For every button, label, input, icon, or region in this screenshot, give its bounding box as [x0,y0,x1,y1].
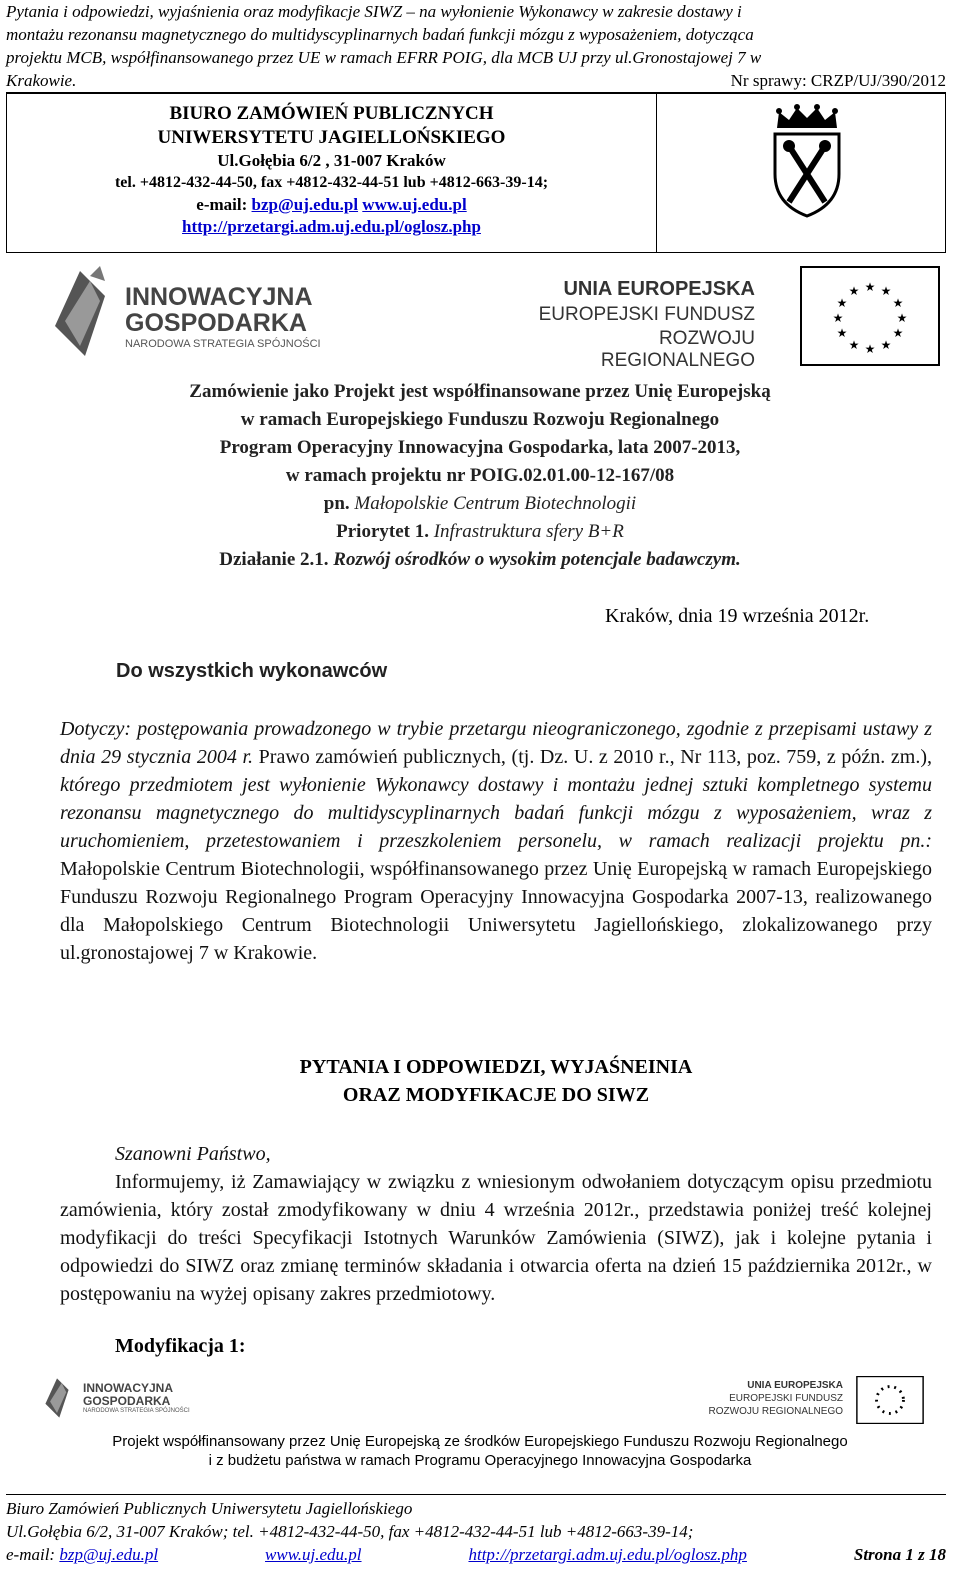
office-tenders-link[interactable]: http://przetargi.adm.uj.edu.pl/oglosz.php [182,217,481,236]
office-email-link[interactable]: bzp@uj.edu.pl [251,195,359,214]
office-details [7,94,657,252]
footer-ig-line-2: GOSPODARKA [83,1394,171,1408]
subject-paragraph [60,715,932,967]
subject-part-3: którego przedmiotem jest wyłonienie Wykonawcy dostawy i montażu jednej sztuki kompletnego systemu rezonansu magnetycznego do multidyscyplinarnych badań funkcji mózgu z wyposażeniem, wraz z uruchomieniem, przetestowaniem i przeszkoleniem personelu, w ramach realizacji projektu pn.: [60,774,932,852]
project-line-6: Priorytet 1. Infrastruktura sfery B+R [336,521,624,542]
footer-email-label: e-mail: [6,1545,56,1564]
uj-crest-icon [767,104,847,224]
header-line-2: montażu rezonansu magnetycznego do multidyscyplinarnych badań funkcji mózgu z wyposażeniem, dotycząca [6,25,754,44]
svg-text:★: ★ [836,326,848,340]
svg-text:★: ★ [848,284,860,298]
office-name-1: BIURO ZAMÓWIEŃ PUBLICZNYCH [169,103,494,124]
project-info [40,378,920,574]
svg-text:★: ★ [892,296,904,310]
footer-email-link[interactable]: bzp@uj.edu.pl [59,1545,159,1564]
svg-text:★: ★ [832,311,844,325]
office-www-link[interactable]: www.uj.edu.pl [362,195,467,214]
footer-ig-line-1: INNOWACYJNA [83,1381,174,1395]
footer-eu-line-3: ROZWOJU REGIONALNEGO [708,1406,843,1417]
subject-part-2: Prawo zamówień publicznych, (tj. Dz. U. z 2010 r., Nr 113, poz. 759, z późn. zm.), [258,746,933,768]
footer-office: Biuro Zamówień Publicznych Uniwersytetu Jagiellońskiego [6,1499,413,1518]
project-line-2: w ramach Europejskiego Funduszu Rozwoju Regionalnego [240,409,720,430]
ig-line-2: GOSPODARKA [125,309,307,337]
eu-line-1: UNIA EUROPEJSKA [563,278,755,300]
footer-tenders-link[interactable]: http://przetargi.adm.uj.edu.pl/oglosz.php [468,1545,747,1564]
ig-line-1: INNOWACYJNA [125,283,313,311]
addressee: Do wszystkich wykonawców [116,660,388,682]
footer-eu-flag-icon [855,1376,925,1424]
innowacyjna-gospodarka-logo [45,266,345,361]
title-line-2: ORAZ MODYFIKACJE DO SIWZ [342,1084,650,1106]
footer-eu-line-1: UNIA EUROPEJSKA [747,1380,843,1391]
svg-text:★: ★ [864,280,876,294]
header-line-4-text: Krakowie. [6,71,77,90]
project-line-5: pn. Małopolskie Centrum Biotechnologii [323,493,637,514]
header-line-3: projektu MCB, współfinansowanego przez UE w ramach EFRR POIG, dla MCB UJ przy ul.Gronostajowej 7 w [6,48,762,67]
header-line-1: Pytania i odpowiedzi, wyjaśnienia oraz modyfikacje SIWZ – na wyłonienie Wykonawcy w zakresie dostawy i [6,2,742,21]
body-paragraph: Informujemy, iż Zamawiający w związku z wniesionym odwołaniem dotyczącym opisu przedmiotu zamówienia, który został zmodyfikowany w dniu 4 września 2012r., przedstawia poniżej treść kolejnej modyfikacji do treści Specyfikacji Istotnych Warunków Zamówienia (SIWZ), jak i kolejne pytania i odpowiedzi do SIWZ oraz zmianę terminów składania i otwarcia oferta na dzień 15 października 2012r., w postępowaniu na wyżej opisany zakres przedmiotowy. [60,1171,932,1305]
svg-text:★: ★ [896,311,908,325]
svg-text:★: ★ [836,296,848,310]
eu-flag-logo [800,266,940,366]
eu-logo-block [530,266,940,371]
subject-part-1: Dotyczy: postępowania prowadzonego w trybie przetargu nieograniczonego, zgodnie z przepisami ustawy z dnia 29 stycznia 2004 r. [60,718,932,768]
office-email-row [7,194,656,216]
ig-line-3: NARODOWA STRATEGIA SPÓJNOŚCI [125,338,321,350]
project-line-3: Program Operacyjny Innowacyjna Gospodarka, lata 2007-2013, [219,437,741,458]
footer-links-row [6,1543,946,1566]
footer-eu-line-2: EUROPEJSKI FUNDUSZ [729,1393,843,1404]
project-line-7: Działanie 2.1. Rozwój ośrodków o wysokim potencjale badawczym. [219,549,741,570]
footer-www-link[interactable]: www.uj.edu.pl [265,1545,362,1564]
office-address: Ul.Gołębia 6/2 , 31-007 Kraków [217,151,446,170]
office-name-2: UNIWERSYTETU JAGIELLOŃSKIEGO [157,127,506,148]
footer-ig-line-3: NARODOWA STRATEGIA SPÓJNOŚCI [83,1408,190,1414]
project-line-4: w ramach projektu nr POIG.02.01.00-12-167/08 [285,465,675,486]
eu-line-3: ROZWOJU REGIONALNEGO [600,328,755,371]
svg-text:★: ★ [880,338,892,352]
office-email-label: e-mail: [196,195,248,214]
footer-eu-logo [655,1376,925,1424]
letter-body [60,1140,932,1308]
footer-project-line-1: Projekt współfinansowany przez Unię Europejską ze środków Europejskiego Funduszu Rozwoju Regionalnego [112,1433,848,1450]
document-title [60,1053,932,1109]
footer-contacts: Ul.Gołębia 6/2, 31-007 Kraków; tel. +4812-432-44-50, fax +4812-432-44-51 lub +4812-663-39-14; [6,1522,694,1541]
header-line-4 [6,69,946,93]
svg-text:★: ★ [892,326,904,340]
eu-line-2: EUROPEJSKI FUNDUSZ [538,304,755,325]
svg-text:★: ★ [880,284,892,298]
footer-project-note [30,1432,930,1470]
running-header [6,0,946,93]
page-number: Strona 1 z 18 [853,1545,946,1564]
svg-text:★: ★ [848,338,860,352]
page-footer [6,1494,946,1566]
case-reference: Nr sprawy: CRZP/UJ/390/2012 [730,71,946,90]
salutation: Szanowni Państwo, [115,1143,271,1165]
document-date: Kraków, dnia 19 września 2012r. [605,605,870,627]
modification-heading: Modyfikacja 1: [115,1335,246,1357]
project-line-1: Zamówienie jako Projekt jest współfinansowane przez Unię Europejską [189,381,771,402]
title-line-1: PYTANIA I ODPOWIEDZI, WYJAŚNEINIA [299,1056,693,1078]
office-phones: tel. +4812-432-44-50, fax +4812-432-44-51 lub +4812-663-39-14; [114,174,549,191]
office-box [6,93,946,253]
svg-text:★: ★ [864,342,876,356]
footer-ig-logo [38,1376,218,1420]
subject-part-4: Małopolskie Centrum Biotechnologii, współfinansowanego przez Unię Europejską w ramach Europejskiego Funduszu Rozwoju Regionalnego Program Operacyjny Innowacyjna Gospodarka 2007-13, realizowanego dla Małopolskiego Centrum Biotechnologii Uniwersytetu Jagiellońskiego, zlokalizowanego przy ul.gronostajowej 7 w Krakowie. [60,858,932,964]
footer-project-line-2: i z budżetu państwa w ramach Programu Operacyjnego Innowacyjna Gospodarka [208,1452,752,1469]
